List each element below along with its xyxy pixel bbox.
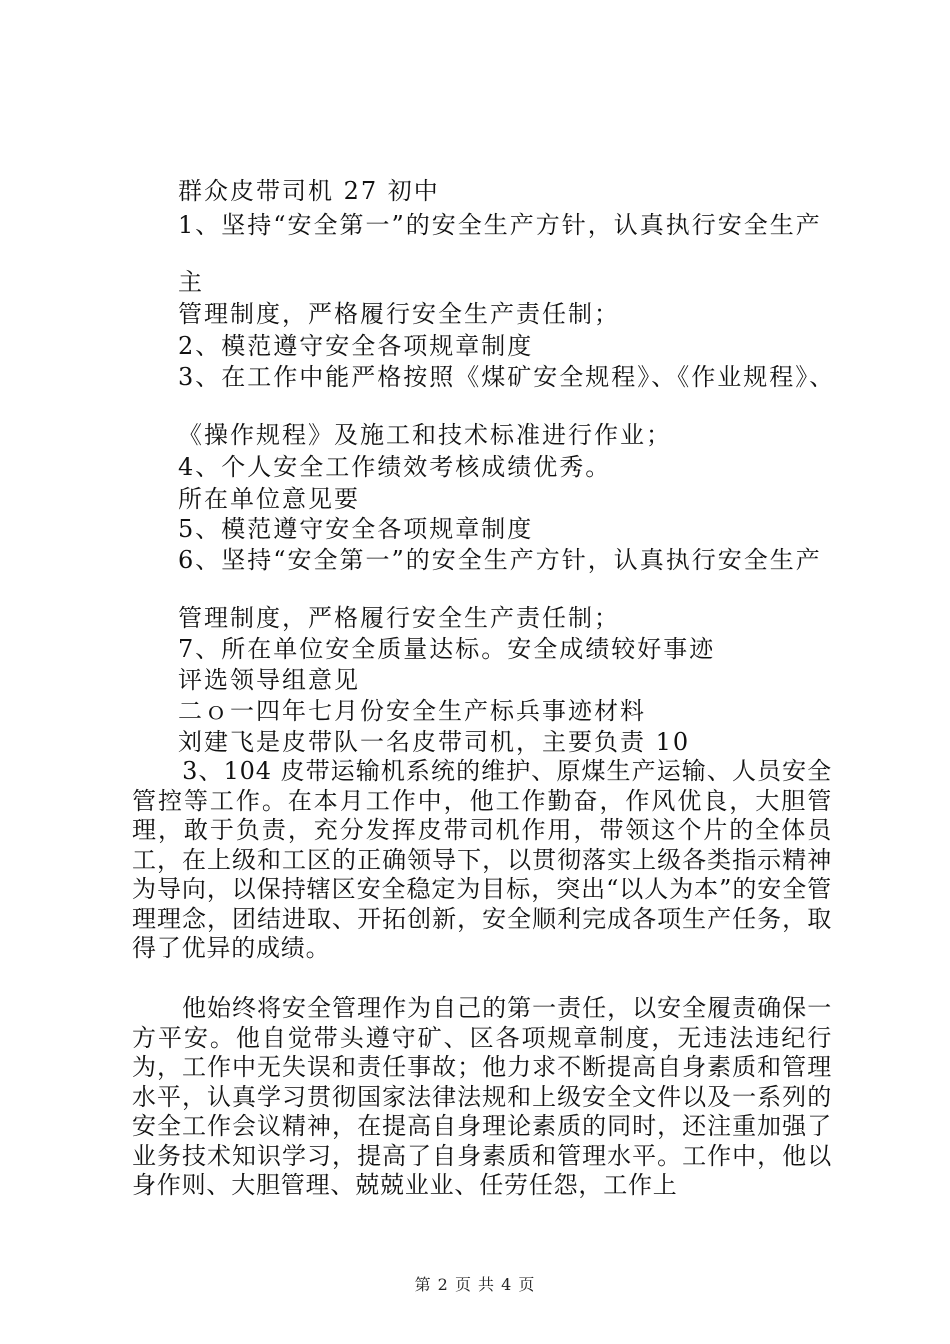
text-line: 7、所在单位安全质量达标。安全成绩较好事迹 <box>178 635 716 663</box>
page-footer: 第 2 页 共 4 页 <box>414 1275 536 1294</box>
body-paragraph: 3、104 皮带运输机系统的维护、原煤生产运输、人员安全管控等工作。在本月工作中，他工作勤奋，作风优良，大胆管理，敢于负责，充分发挥皮带司机作用，带领这个片的全体员工，在上级和工区的正确领导下，以贯彻落实上级各类指示精神为导向，以保持辖区安全稳定为目标，突出“以人为本”的安全管理理念，团结进取、开拓创新，安全顺利完成各项生产任务，取得了优异的成绩。 <box>132 757 832 962</box>
text-line: 1、坚持“安全第一”的安全生产方针，认真执行安全生产 <box>178 211 822 239</box>
text-line: 所在单位意见要 <box>178 485 360 513</box>
text-line: 6、坚持“安全第一”的安全生产方针，认真执行安全生产 <box>178 546 822 574</box>
text-line: 4、个人安全工作绩效考核成绩优秀。 <box>178 453 612 481</box>
text-line: 刘建飞是皮带队一名皮带司机，主要负责 10 <box>178 728 691 756</box>
text-line: 《操作规程》及施工和技术标准进行作业； <box>178 421 672 449</box>
text-line: 管理制度，严格履行安全生产责任制； <box>178 604 620 632</box>
text-line: 二ｏ一四年七月份安全生产标兵事迹材料 <box>178 697 646 725</box>
text-line: 群众皮带司机 27 初中 <box>178 177 440 205</box>
text-line: 主 <box>178 268 204 296</box>
text-line: 管理制度，严格履行安全生产责任制； <box>178 300 620 328</box>
text-line: 5、模范遵守安全各项规章制度 <box>178 515 534 543</box>
text-line: 评选领导组意见 <box>178 666 360 694</box>
text-line: 2、模范遵守安全各项规章制度 <box>178 332 534 360</box>
body-paragraph: 他始终将安全管理作为自己的第一责任，以安全履责确保一方平安。他自觉带头遵守矿、区各项规章制度，无违法违纪行为，工作中无失误和责任事故；他力求不断提高自身素质和管理水平，认真学习贯彻国家法律法规和上级安全文件以及一系列的安全工作会议精神，在提高自身理论素质的同时，还注重加强了业务技术知识学习，提高了自身素质和管理水平。工作中，他以身作则、大胆管理、兢兢业业、任劳任怨，工作上 <box>132 994 832 1199</box>
text-line: 3、在工作中能严格按照《煤矿安全规程》、《作业规程》、 <box>178 363 836 391</box>
